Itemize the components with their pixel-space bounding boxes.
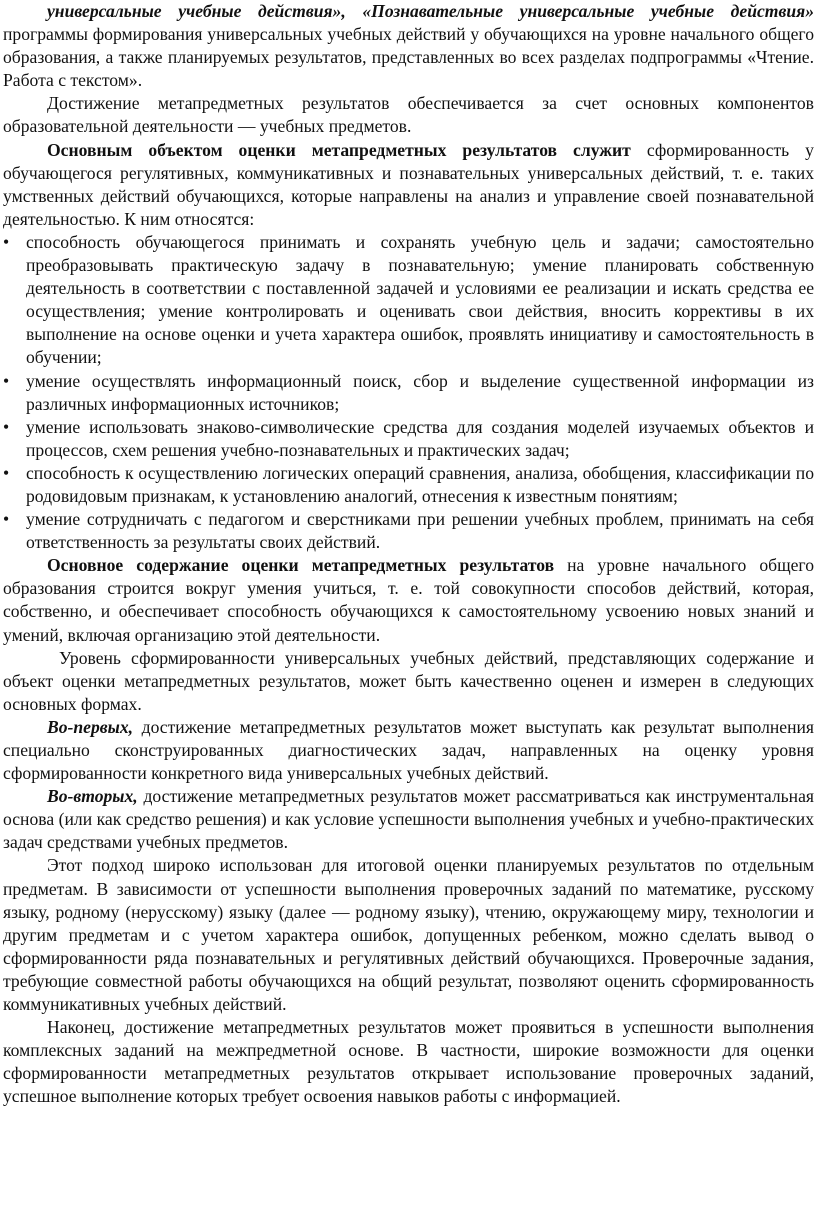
bullet-icon: • xyxy=(3,509,10,530)
skills-list xyxy=(3,231,814,554)
second-text: достижение метапредметных результатов может рассматриваться как инструментальная основа (или как средство решения) и как условие успешности выполнения учебных и учебно-практических задач средствами учебных предметов. xyxy=(3,786,814,853)
paragraph-level: Уровень сформированности универсальных учебных действий, представляющих содержание и объект оценки метапредметных результатов, может быть качественно оценен и измерен в следующих основных формах. xyxy=(3,647,814,714)
paragraph-main-content xyxy=(3,554,814,646)
list-item xyxy=(3,416,814,462)
main-content-text: на уровне начального общего образования строится вокруг умения учиться, т. е. той совокупности способов действий, которая, собственно, и обеспечивает способность обучающихся к самостоятельному усвоению новых знаний и умений, включая организацию этой деятельности. xyxy=(3,555,814,645)
bullet-icon: • xyxy=(3,462,10,483)
intro-text: программы формирования универсальных учебных действий у обучающихся на уровне начального общего образования, а также планируемых результатов, представленных во всех разделах подпрограммы «Чтение. Работа с текстом». xyxy=(3,24,814,91)
bullet-icon: • xyxy=(3,231,10,252)
paragraph-approach: Этот подход широко использован для итоговой оценки планируемых результатов по отдельным предметам. В зависимости от успешности выполнения проверочных заданий по математике, русскому языку, родному (нерусскому) языку (далее — родному языку), чтению, окружающему миру, технологии и другим предметам и с учетом характера ошибок, допущенных ребенком, можно сделать вывод о сформированности ряда познавательных и регулятивных действий обучающихся. Проверочные задания, требующие совместной работы обучающихся на общий результат, позволяют оценить сформированность коммуникативных учебных действий. xyxy=(3,855,814,1015)
list-item xyxy=(3,231,814,370)
paragraph-finally: Наконец, достижение метапредметных результатов может проявиться в успешности выполнения комплексных заданий на межпредметной основе. В частности, широкие возможности для оценки сформированности метапредметных результатов открывает использование проверочных заданий, успешное выполнение которых требует освоения навыков работы с информацией. xyxy=(3,1017,814,1107)
second-italic-lead: Во-вторых, xyxy=(47,786,138,807)
intro-italic-lead: универсальные учебные действия», «Познавательные универсальные учебные действия» xyxy=(47,1,814,21)
main-content-bold-lead: Основное содержание оценки метапредметных результатов xyxy=(47,555,555,576)
list-item-text: умение сотрудничать с педагогом и сверстниками при решении учебных проблем, принимать на себя ответственность за результаты своих действий. xyxy=(26,509,814,553)
bullet-icon: • xyxy=(3,370,10,391)
paragraph-achievement: Достижение метапредметных результатов обеспечивается за счет основных компонентов образовательной деятельности — учебных предметов. xyxy=(3,93,814,137)
list-item xyxy=(3,462,814,508)
list-item-text: способность обучающегося принимать и сохранять учебную цель и задачи; самостоятельно преобразовывать практическую задачу в познавательную; умение планировать собственную деятельность в соответствии с поставленной задачей и условиями ее реализации и искать средства ее осуществления; умение контролировать и оценивать свои действия, вносить коррективы в их выполнение на основе оценки и учета характера ошибок, проявлять инициативу и самостоятельность в обучении; xyxy=(26,231,814,368)
list-item-text: умение осуществлять информационный поиск, сбор и выделение существенной информации из различных информационных источников; xyxy=(26,370,814,414)
paragraph-first xyxy=(3,716,814,785)
list-item-text: способность к осуществлению логических операций сравнения, анализа, обобщения, классификации по родовидовым признакам, к установлению аналогий, отнесения к известным понятиям; xyxy=(26,462,814,506)
list-item xyxy=(3,370,814,416)
paragraph-main-object xyxy=(3,139,814,231)
list-item-text: умение использовать знаково-символические средства для создания моделей изучаемых объектов и процессов, схем решения учебно-познавательных и практических задач; xyxy=(26,416,814,460)
list-item xyxy=(3,508,814,554)
main-object-text: сформированность у обучающегося регулятивных, коммуникативных и познавательных универсальных действий, т. е. таких умственных действий обучающихся, которые направлены на анализ и управление своей познавательной деятельностью. К ним относятся: xyxy=(3,139,814,229)
paragraph-second xyxy=(3,785,814,854)
main-object-bold-lead: Основным объектом оценки метапредметных результатов служит xyxy=(47,139,631,160)
bullet-icon: • xyxy=(3,416,10,437)
paragraph-intro xyxy=(3,0,814,92)
first-text: достижение метапредметных результатов может выступать как результат выполнения специально сконструированных диагностических задач, направленных на оценку уровня сформированности конкретного вида универсальных учебных действий. xyxy=(3,716,814,784)
first-italic-lead: Во-первых, xyxy=(47,716,134,737)
